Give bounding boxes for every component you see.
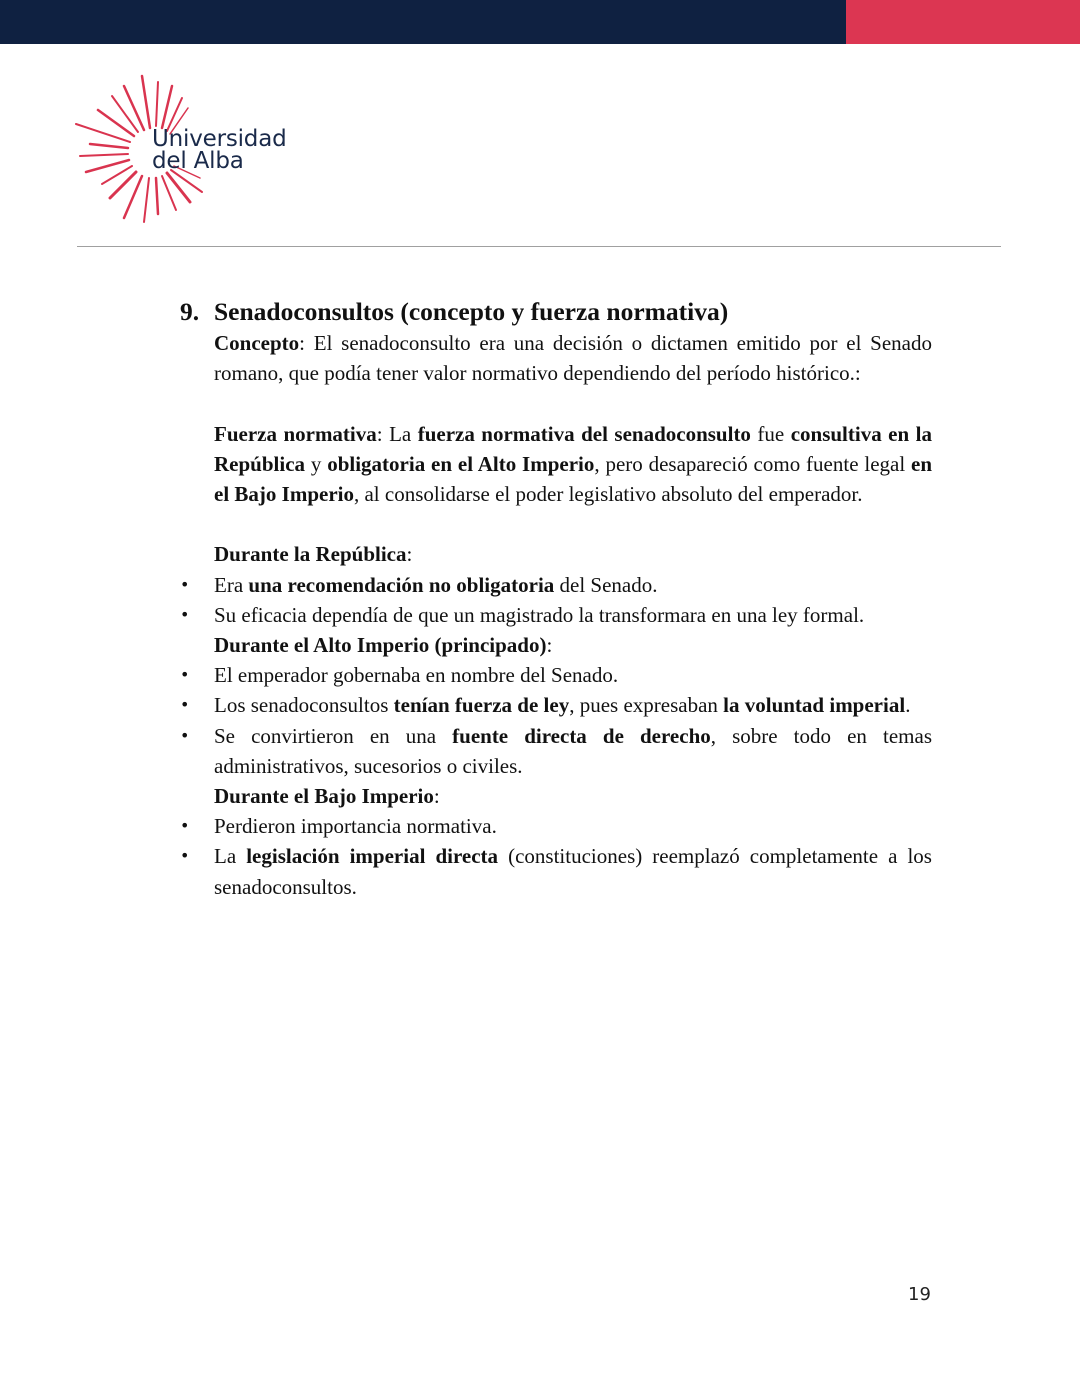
- republic-list: [180, 570, 932, 630]
- header-bar-red: [846, 0, 1080, 44]
- header-bar-navy: [0, 0, 846, 44]
- concept-label: Concepto: [214, 331, 300, 355]
- list-item: • Los senadoconsultos tenían fuerza de ley, pues expresaban la voluntad imperial.: [180, 690, 932, 720]
- logo-line-2: del Alba: [152, 148, 244, 174]
- section-title: Senadoconsultos (concepto y fuerza normativa): [214, 297, 729, 326]
- list-item: • Era una recomendación no obligatoria del Senado.: [180, 570, 932, 600]
- section-heading: [180, 296, 932, 328]
- page-number: 19: [908, 1284, 931, 1305]
- low-empire-subheading: Durante el Bajo Imperio:: [214, 784, 440, 809]
- list-item: • La legislación imperial directa (constituciones) reemplazó completamente a los senadoconsultos.: [180, 841, 932, 901]
- list-item: • Se convirtieron en una fuente directa de derecho, sobre todo en temas administrativos, sucesorios o civiles.: [180, 721, 932, 781]
- normative-force-label: Fuerza normativa: [214, 421, 377, 446]
- section-number: 9.: [180, 297, 200, 326]
- logo-wordmark: [152, 128, 287, 172]
- document-body: [180, 296, 932, 902]
- list-item: • El emperador gobernaba en nombre del Senado.: [180, 660, 932, 690]
- header-color-bar: [0, 0, 1080, 44]
- university-logo: [72, 66, 302, 231]
- low-empire-list: [180, 811, 932, 902]
- high-empire-list: [180, 660, 932, 781]
- list-item: • Perdieron importancia normativa.: [180, 811, 932, 841]
- logo-line-1: Universidad: [152, 126, 287, 152]
- normative-force-paragraph: Fuerza normativa: La fuerza normativa del senadoconsulto fue consultiva en la República y obligatoria en el Alto Imperio, pero desapareció como fuente legal en el Bajo Imperio, al consolidarse el poder legislativo absoluto del emperador.: [214, 421, 933, 506]
- list-item: • Su eficacia dependía de que un magistrado la transformara en una ley formal.: [180, 600, 932, 630]
- republic-subheading: Durante la República:: [214, 542, 413, 567]
- concept-paragraph: Concepto: El senadoconsulto era una decisión o dictamen emitido por el Senado romano, que podía tener valor normativo dependiendo del período histórico.:: [214, 331, 932, 386]
- high-empire-subheading: Durante el Alto Imperio (principado):: [214, 633, 553, 657]
- header-divider: [77, 246, 1001, 247]
